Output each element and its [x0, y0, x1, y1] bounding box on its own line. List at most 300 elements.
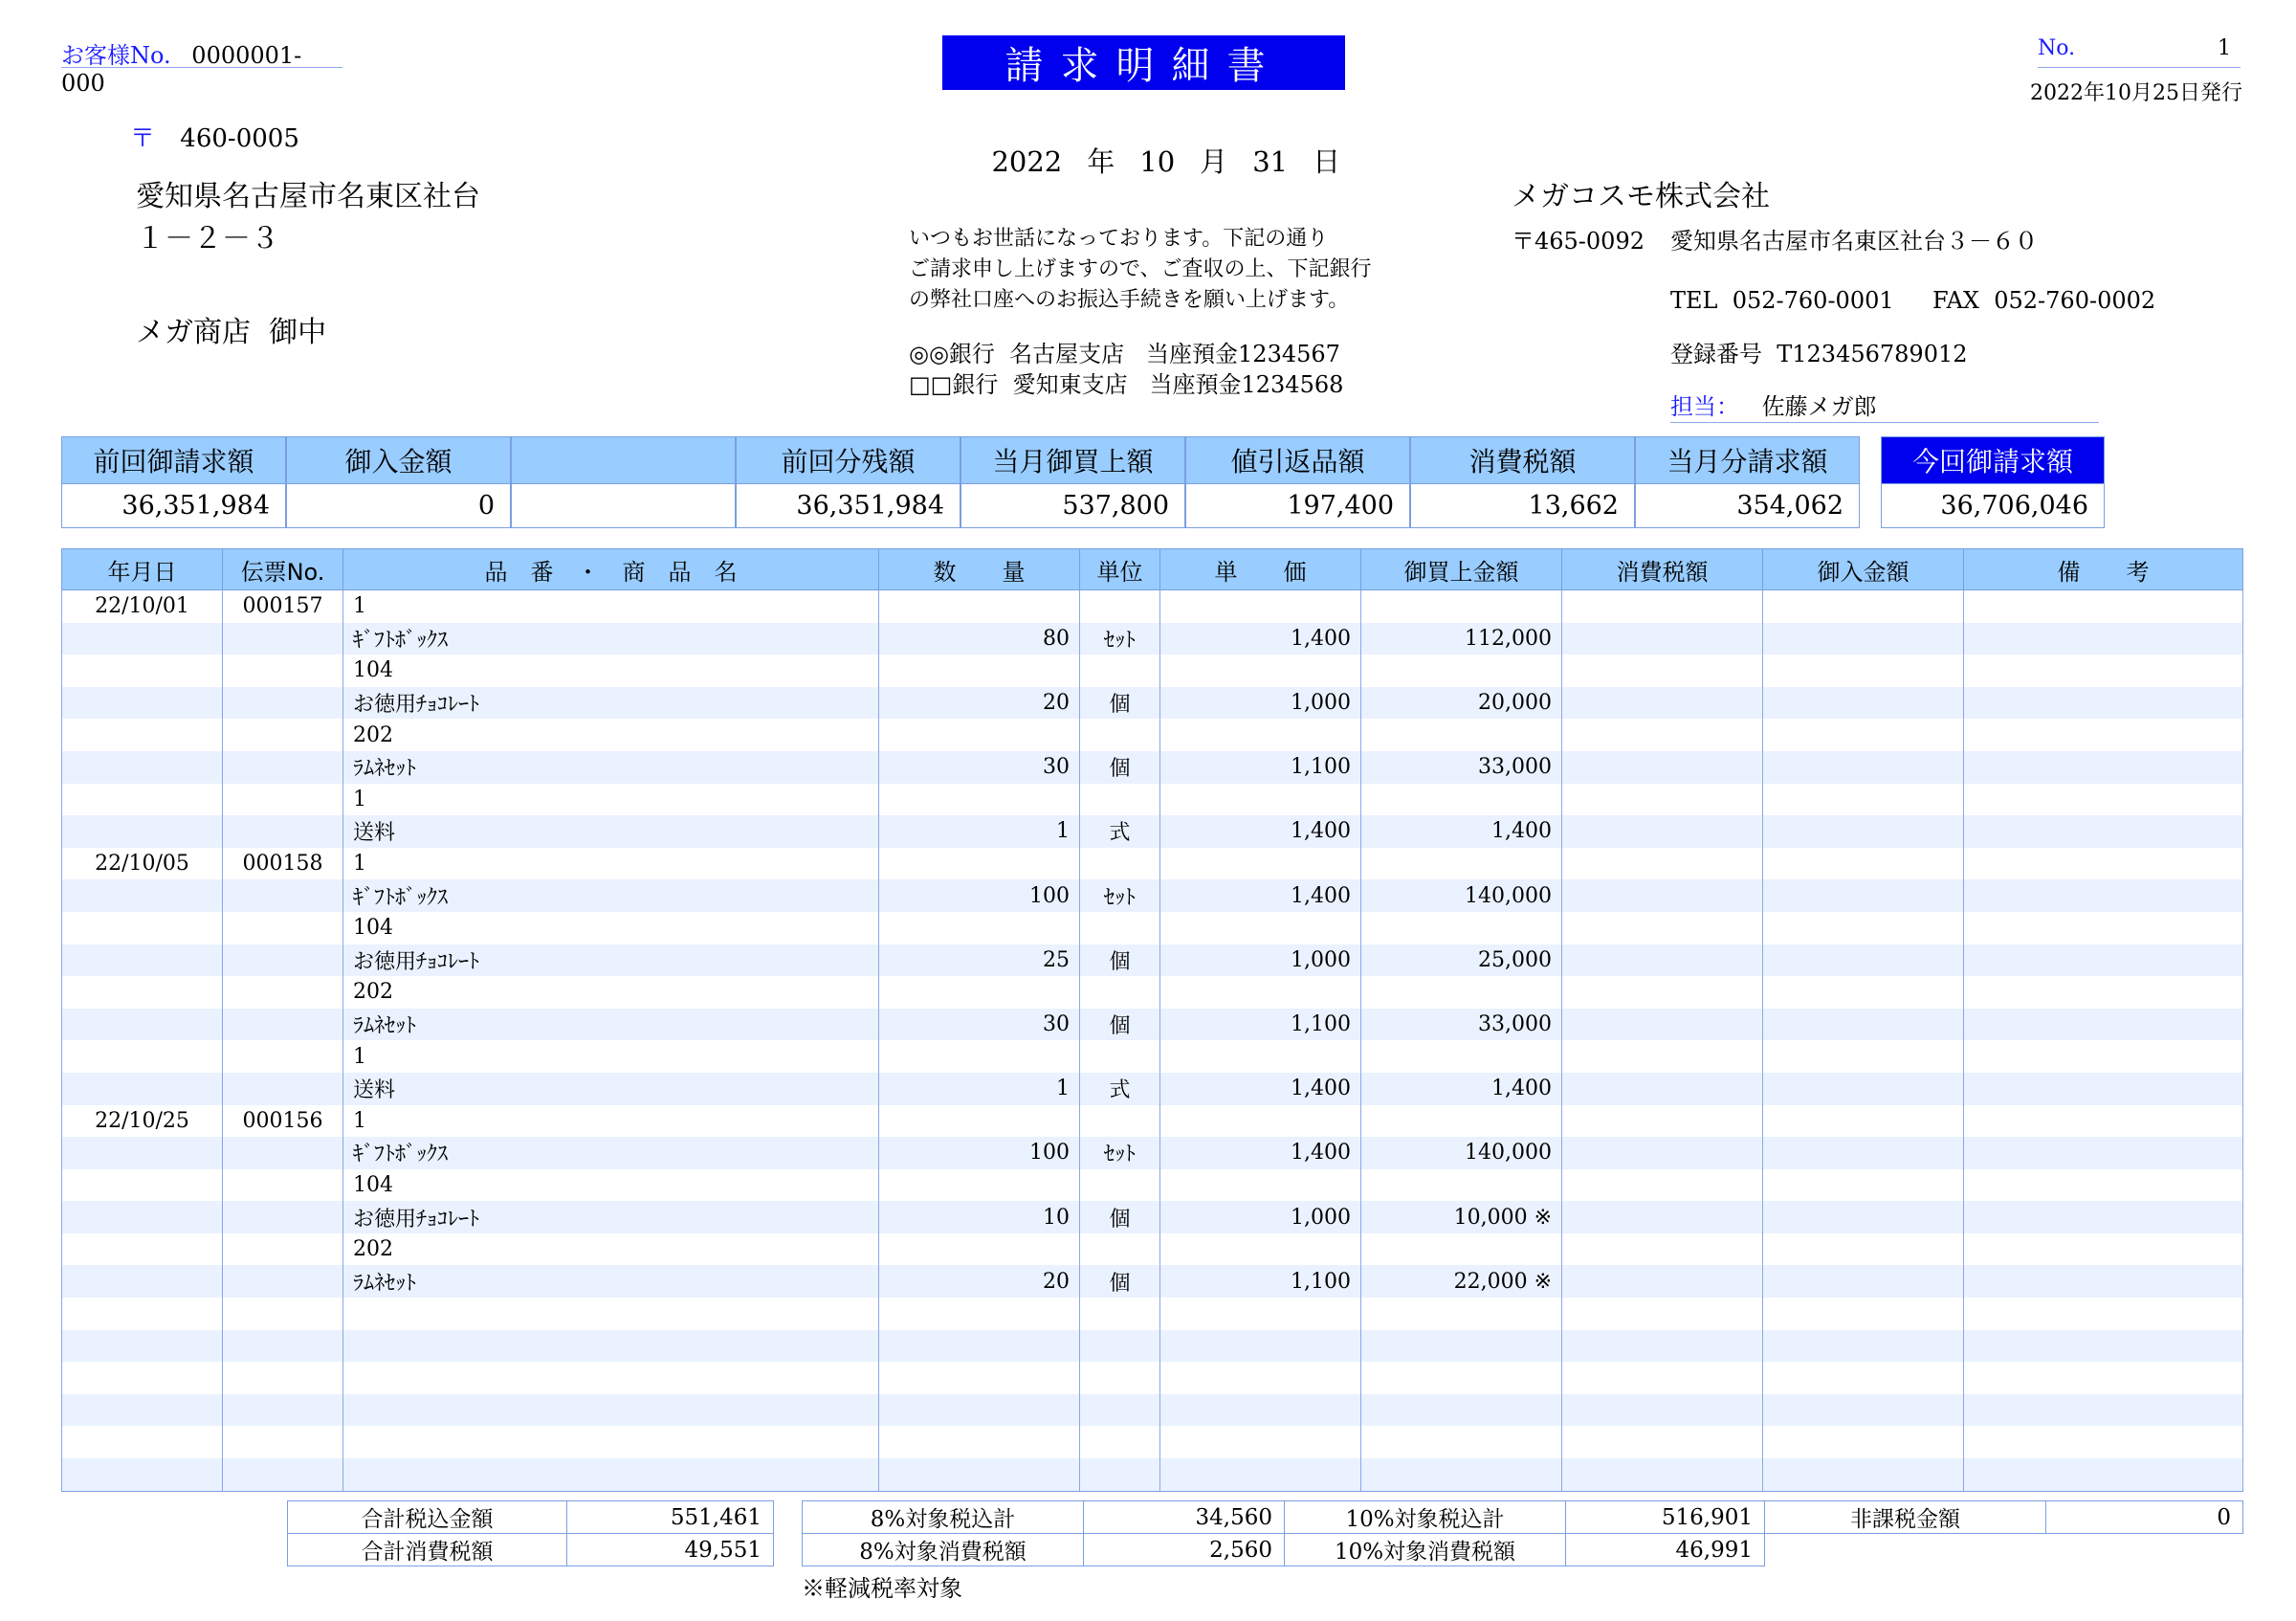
totals-row: [288, 1501, 774, 1534]
rate10-tax-included-label: 10%対象税込計: [1285, 1501, 1566, 1534]
cell-remarks: [1964, 1458, 2243, 1491]
cell-item: [343, 1330, 879, 1363]
cell-unit: 個: [1080, 1265, 1160, 1298]
col-header-quantity: 数 量: [879, 549, 1080, 590]
cell-payment: [1763, 687, 1964, 720]
cell-item: ｷﾞﾌﾄﾎﾞｯｸｽ: [343, 623, 879, 655]
total-tax-value: 49,551: [567, 1534, 774, 1566]
summary-value-prev-billed: 36,351,984: [61, 484, 286, 528]
cell-unit-price: [1160, 1298, 1361, 1330]
cell-amount: [1361, 1040, 1562, 1073]
cell-payment: [1763, 1040, 1964, 1073]
cell-remarks: [1964, 912, 2243, 944]
cell-amount: [1361, 1426, 1562, 1458]
cell-tax: [1562, 976, 1763, 1009]
summary-header-prev-balance: 前回分残額: [736, 436, 960, 484]
table-row: [62, 1073, 2243, 1105]
table-row: [62, 1362, 2243, 1394]
cell-tax: [1562, 1362, 1763, 1394]
cell-unit: 個: [1080, 944, 1160, 977]
cell-item: お徳用ﾁｮｺﾚｰﾄ: [343, 944, 879, 977]
cell-amount: 20,000: [1361, 687, 1562, 720]
table-row: [62, 1040, 2243, 1073]
cell-tax: [1562, 944, 1763, 977]
cell-unit: 個: [1080, 751, 1160, 784]
cell-unit: [1080, 976, 1160, 1009]
issuer-contact: [1670, 388, 2099, 423]
cell-remarks: [1964, 879, 2243, 912]
recipient-address-1: 愛知県名古屋市名東区社台: [136, 180, 480, 213]
summary-value-total-billed: 36,706,046: [1881, 484, 2105, 528]
cell-date: [62, 944, 223, 977]
summary-value-prev-balance: 36,351,984: [736, 484, 960, 528]
table-row: [62, 1137, 2243, 1169]
summary-block: [61, 436, 1856, 536]
cell-remarks: [1964, 590, 2243, 623]
cell-slip-no: [223, 1073, 343, 1105]
table-row: [62, 719, 2243, 751]
cell-amount: [1361, 784, 1562, 816]
message-line-1: いつもお世話になっております。下記の通り: [909, 227, 1329, 251]
cell-amount: 140,000: [1361, 879, 1562, 912]
cell-slip-no: 000157: [223, 590, 343, 623]
table-row: [62, 848, 2243, 880]
cell-date: [62, 1073, 223, 1105]
table-row: [62, 1298, 2243, 1330]
cell-tax: [1562, 1201, 1763, 1233]
summary-value-discount-returns: 197,400: [1185, 484, 1410, 528]
cell-date: [62, 1233, 223, 1266]
cell-amount: [1361, 1458, 1562, 1491]
cell-unit-price: 1,000: [1160, 1201, 1361, 1233]
issuer-postal: 〒465-0092: [1512, 228, 1645, 255]
cell-tax: [1562, 815, 1763, 848]
cell-item: 202: [343, 976, 879, 1009]
cell-slip-no: [223, 784, 343, 816]
cell-tax: [1562, 1330, 1763, 1363]
cell-unit: ｾｯﾄ: [1080, 623, 1160, 655]
cell-unit: [1080, 848, 1160, 880]
page-number-label: No.: [2038, 36, 2076, 60]
cell-unit-price: 1,100: [1160, 1009, 1361, 1041]
cell-tax: [1562, 1009, 1763, 1041]
cell-date: [62, 1362, 223, 1394]
cell-tax: [1562, 1233, 1763, 1266]
cell-remarks: [1964, 976, 2243, 1009]
cell-unit-price: [1160, 1169, 1361, 1202]
invoice-detail-table: [61, 548, 2243, 1492]
cell-remarks: [1964, 1137, 2243, 1169]
nontaxable-value: 0: [2046, 1501, 2243, 1534]
cell-unit: [1080, 1233, 1160, 1266]
table-row: [62, 1233, 2243, 1266]
table-row: [62, 912, 2243, 944]
cell-payment: [1763, 1298, 1964, 1330]
cell-item: お徳用ﾁｮｺﾚｰﾄ: [343, 1201, 879, 1233]
cell-quantity: [879, 1458, 1080, 1491]
cell-amount: [1361, 1169, 1562, 1202]
recipient-name: メガ商店 御中: [136, 316, 327, 349]
table-row: [62, 623, 2243, 655]
cell-unit: [1080, 1426, 1160, 1458]
table-row: [62, 751, 2243, 784]
cell-quantity: 20: [879, 1265, 1080, 1298]
cell-slip-no: [223, 751, 343, 784]
summary-value-consumption-tax: 13,662: [1410, 484, 1635, 528]
cell-remarks: [1964, 623, 2243, 655]
cell-quantity: [879, 1330, 1080, 1363]
cell-amount: [1361, 848, 1562, 880]
cell-date: [62, 1201, 223, 1233]
summary-header-month-billed: 当月分請求額: [1635, 436, 1860, 484]
cell-item: ｷﾞﾌﾄﾎﾞｯｸｽ: [343, 1137, 879, 1169]
cell-payment: [1763, 848, 1964, 880]
cell-slip-no: [223, 1426, 343, 1458]
issue-date: 2022年10月25日発行: [2030, 81, 2242, 105]
totals-row: [1765, 1501, 2243, 1534]
cell-date: [62, 1330, 223, 1363]
summary-header-discount-returns: 値引返品額: [1185, 436, 1410, 484]
cell-unit-price: [1160, 1426, 1361, 1458]
cell-amount: [1361, 976, 1562, 1009]
cell-remarks: [1964, 1105, 2243, 1138]
cell-payment: [1763, 1458, 1964, 1491]
cell-payment: [1763, 815, 1964, 848]
cell-date: [62, 1137, 223, 1169]
cell-payment: [1763, 784, 1964, 816]
cell-item: 1: [343, 1040, 879, 1073]
cell-unit-price: [1160, 912, 1361, 944]
total-tax-label: 合計消費税額: [288, 1534, 567, 1566]
cell-amount: [1361, 1394, 1562, 1427]
date-day: 31: [1252, 145, 1289, 178]
cell-date: [62, 655, 223, 687]
cell-tax: [1562, 655, 1763, 687]
cell-payment: [1763, 1169, 1964, 1202]
cell-unit: [1080, 1330, 1160, 1363]
cell-unit-price: 1,100: [1160, 1265, 1361, 1298]
table-body: [62, 590, 2243, 1492]
cell-date: [62, 1009, 223, 1041]
table-row: [62, 1265, 2243, 1298]
cell-slip-no: [223, 1201, 343, 1233]
cell-unit-price: 1,400: [1160, 623, 1361, 655]
cell-remarks: [1964, 1169, 2243, 1202]
cell-slip-no: [223, 687, 343, 720]
cell-amount: [1361, 1298, 1562, 1330]
cell-date: [62, 1040, 223, 1073]
cell-amount: 22,000 ※: [1361, 1265, 1562, 1298]
cell-slip-no: [223, 655, 343, 687]
cell-remarks: [1964, 655, 2243, 687]
cell-tax: [1562, 623, 1763, 655]
cell-item: お徳用ﾁｮｺﾚｰﾄ: [343, 687, 879, 720]
cell-slip-no: [223, 1009, 343, 1041]
bank-account-2: □□銀行 愛知東支店 当座預金1234568: [909, 371, 1344, 398]
cell-tax: [1562, 912, 1763, 944]
total-tax-included-value: 551,461: [567, 1501, 774, 1534]
cell-remarks: [1964, 1201, 2243, 1233]
date-month: 10: [1139, 145, 1176, 178]
table-header-row: [62, 549, 2243, 590]
cell-unit: 式: [1080, 815, 1160, 848]
cell-remarks: [1964, 1426, 2243, 1458]
cell-slip-no: [223, 912, 343, 944]
cell-quantity: [879, 719, 1080, 751]
totals-rates: [802, 1500, 1765, 1566]
document-title: 請求明細書: [942, 35, 1345, 90]
summary-value-blank: [511, 484, 736, 528]
cell-unit: [1080, 784, 1160, 816]
cell-remarks: [1964, 1298, 2243, 1330]
cell-unit-price: [1160, 1233, 1361, 1266]
cell-unit: [1080, 1362, 1160, 1394]
page-number: [2038, 36, 2241, 68]
page-number-value: 1: [2218, 36, 2231, 60]
rate8-tax-value: 2,560: [1084, 1534, 1285, 1566]
cell-remarks: [1964, 784, 2243, 816]
cell-slip-no: 000156: [223, 1105, 343, 1138]
cell-tax: [1562, 1298, 1763, 1330]
cell-unit: [1080, 1458, 1160, 1491]
cell-payment: [1763, 1201, 1964, 1233]
cell-slip-no: [223, 719, 343, 751]
table-row: [62, 1458, 2243, 1491]
cell-quantity: [879, 1426, 1080, 1458]
cell-payment: [1763, 751, 1964, 784]
cell-quantity: 25: [879, 944, 1080, 977]
cell-slip-no: [223, 815, 343, 848]
cell-slip-no: [223, 1362, 343, 1394]
cell-date: [62, 1426, 223, 1458]
cell-unit-price: [1160, 1362, 1361, 1394]
cell-item: 送料: [343, 1073, 879, 1105]
cell-date: [62, 623, 223, 655]
cell-unit: 個: [1080, 1009, 1160, 1041]
cell-remarks: [1964, 1265, 2243, 1298]
totals-row: [803, 1534, 1765, 1566]
cell-item: 1: [343, 784, 879, 816]
cell-tax: [1562, 1458, 1763, 1491]
cell-remarks: [1964, 1330, 2243, 1363]
cell-amount: [1361, 719, 1562, 751]
cell-tax: [1562, 1265, 1763, 1298]
cell-tax: [1562, 1040, 1763, 1073]
issuer-company: メガコスモ株式会社: [1512, 180, 1770, 213]
date-day-unit: 日: [1313, 145, 1341, 178]
recipient-postal: [130, 119, 299, 154]
cell-date: 22/10/01: [62, 590, 223, 623]
cell-unit-price: 1,000: [1160, 687, 1361, 720]
rate10-tax-included-value: 516,901: [1566, 1501, 1765, 1534]
cell-date: [62, 912, 223, 944]
cell-quantity: [879, 1233, 1080, 1266]
rate8-tax-included-value: 34,560: [1084, 1501, 1285, 1534]
cell-payment: [1763, 1009, 1964, 1041]
cell-remarks: [1964, 1040, 2243, 1073]
cell-tax: [1562, 879, 1763, 912]
table-row: [62, 1105, 2243, 1138]
cell-item: [343, 1458, 879, 1491]
cell-unit-price: 1,100: [1160, 751, 1361, 784]
cell-unit-price: [1160, 848, 1361, 880]
cell-date: [62, 815, 223, 848]
issuer-tel: TEL 052-760-0001: [1670, 287, 1894, 314]
cell-remarks: [1964, 687, 2243, 720]
cell-date: [62, 879, 223, 912]
col-header-date: 年月日: [62, 549, 223, 590]
cell-payment: [1763, 623, 1964, 655]
cell-tax: [1562, 1426, 1763, 1458]
cell-remarks: [1964, 719, 2243, 751]
summary-header-payment: 御入金額: [286, 436, 511, 484]
recipient-postal-code: 460-0005: [180, 124, 299, 153]
cell-unit: [1080, 655, 1160, 687]
cell-payment: [1763, 1265, 1964, 1298]
col-header-item: 品 番 ・ 商 品 名: [343, 549, 879, 590]
cell-remarks: [1964, 1233, 2243, 1266]
cell-slip-no: [223, 1137, 343, 1169]
totals-nontaxable: [1764, 1500, 2243, 1534]
cell-date: [62, 1458, 223, 1491]
rate8-tax-label: 8%対象消費税額: [803, 1534, 1084, 1566]
cell-amount: 112,000: [1361, 623, 1562, 655]
cell-tax: [1562, 1169, 1763, 1202]
cell-item: ﾗﾑﾈｾｯﾄ: [343, 751, 879, 784]
cell-payment: [1763, 1073, 1964, 1105]
cell-slip-no: [223, 1458, 343, 1491]
cell-quantity: 1: [879, 815, 1080, 848]
cell-quantity: 80: [879, 623, 1080, 655]
cell-unit: [1080, 590, 1160, 623]
cell-unit: ｾｯﾄ: [1080, 879, 1160, 912]
cell-item: [343, 1362, 879, 1394]
contact-name: 佐藤メガ郎: [1761, 393, 1877, 420]
cell-slip-no: [223, 1330, 343, 1363]
col-header-amount: 御買上金額: [1361, 549, 1562, 590]
date-year-unit: 年: [1087, 145, 1115, 178]
cell-tax: [1562, 1394, 1763, 1427]
table-row: [62, 944, 2243, 977]
issuer-fax: FAX 052-760-0002: [1932, 287, 2156, 314]
cell-tax: [1562, 1073, 1763, 1105]
reduced-rate-note: ※軽減税率対象: [802, 1575, 962, 1602]
cell-amount: [1361, 590, 1562, 623]
cell-item: ﾗﾑﾈｾｯﾄ: [343, 1265, 879, 1298]
cell-amount: [1361, 655, 1562, 687]
cell-quantity: [879, 1362, 1080, 1394]
cell-date: [62, 784, 223, 816]
postal-icon: 〒: [130, 124, 156, 153]
cell-item: [343, 1426, 879, 1458]
total-tax-included-label: 合計税込金額: [288, 1501, 567, 1534]
cell-quantity: [879, 1105, 1080, 1138]
cell-payment: [1763, 1362, 1964, 1394]
cell-item: [343, 1394, 879, 1427]
cell-unit: 個: [1080, 1201, 1160, 1233]
cell-amount: 10,000 ※: [1361, 1201, 1562, 1233]
cell-slip-no: [223, 1169, 343, 1202]
cell-amount: [1361, 1362, 1562, 1394]
cell-unit-price: 1,400: [1160, 879, 1361, 912]
customer-number: [61, 36, 342, 97]
cell-payment: [1763, 1137, 1964, 1169]
table-row: [62, 784, 2243, 816]
date-month-unit: 月: [1200, 145, 1228, 178]
cell-payment: [1763, 1394, 1964, 1427]
cell-remarks: [1964, 848, 2243, 880]
cell-quantity: 100: [879, 879, 1080, 912]
cell-item: 送料: [343, 815, 879, 848]
cell-unit-price: [1160, 1040, 1361, 1073]
cell-unit-price: 1,000: [1160, 944, 1361, 977]
cell-item: 104: [343, 912, 879, 944]
summary-header-blank: [511, 436, 736, 484]
cell-slip-no: [223, 1394, 343, 1427]
table-row: [62, 1169, 2243, 1202]
cell-amount: 1,400: [1361, 815, 1562, 848]
cell-unit-price: [1160, 655, 1361, 687]
cell-slip-no: [223, 879, 343, 912]
cell-quantity: 100: [879, 1137, 1080, 1169]
table-row: [62, 655, 2243, 687]
cell-quantity: [879, 590, 1080, 623]
message-line-2: ご請求申し上げますので、ご査収の上、下記銀行: [909, 257, 1372, 281]
cell-unit: [1080, 1040, 1160, 1073]
cell-item: 104: [343, 655, 879, 687]
cell-tax: [1562, 687, 1763, 720]
customer-number-label: お客様No.: [61, 42, 171, 69]
cell-payment: [1763, 1330, 1964, 1363]
cell-item: [343, 1298, 879, 1330]
table-row: [62, 1201, 2243, 1233]
cell-payment: [1763, 879, 1964, 912]
cell-date: [62, 1265, 223, 1298]
cell-unit-price: 1,400: [1160, 1137, 1361, 1169]
table-row: [62, 687, 2243, 720]
cell-slip-no: [223, 1040, 343, 1073]
cell-date: [62, 687, 223, 720]
col-header-unit-price: 単 価: [1160, 549, 1361, 590]
cell-quantity: 30: [879, 1009, 1080, 1041]
cell-amount: 33,000: [1361, 751, 1562, 784]
cell-quantity: [879, 1298, 1080, 1330]
cell-unit-price: 1,400: [1160, 1073, 1361, 1105]
cell-payment: [1763, 1105, 1964, 1138]
cell-remarks: [1964, 944, 2243, 977]
col-header-payment: 御入金額: [1763, 549, 1964, 590]
cell-amount: [1361, 1330, 1562, 1363]
cell-tax: [1562, 1137, 1763, 1169]
cell-quantity: 1: [879, 1073, 1080, 1105]
cell-quantity: [879, 976, 1080, 1009]
cell-date: [62, 751, 223, 784]
cell-item: 202: [343, 719, 879, 751]
col-header-remarks: 備 考: [1964, 549, 2243, 590]
cell-unit: [1080, 1105, 1160, 1138]
cell-quantity: 30: [879, 751, 1080, 784]
cell-payment: [1763, 1233, 1964, 1266]
cell-amount: [1361, 912, 1562, 944]
cell-unit: [1080, 1394, 1160, 1427]
cell-slip-no: [223, 1265, 343, 1298]
cell-payment: [1763, 976, 1964, 1009]
cell-date: 22/10/05: [62, 848, 223, 880]
cell-date: [62, 719, 223, 751]
cell-payment: [1763, 590, 1964, 623]
cell-date: 22/10/25: [62, 1105, 223, 1138]
cell-amount: 140,000: [1361, 1137, 1562, 1169]
